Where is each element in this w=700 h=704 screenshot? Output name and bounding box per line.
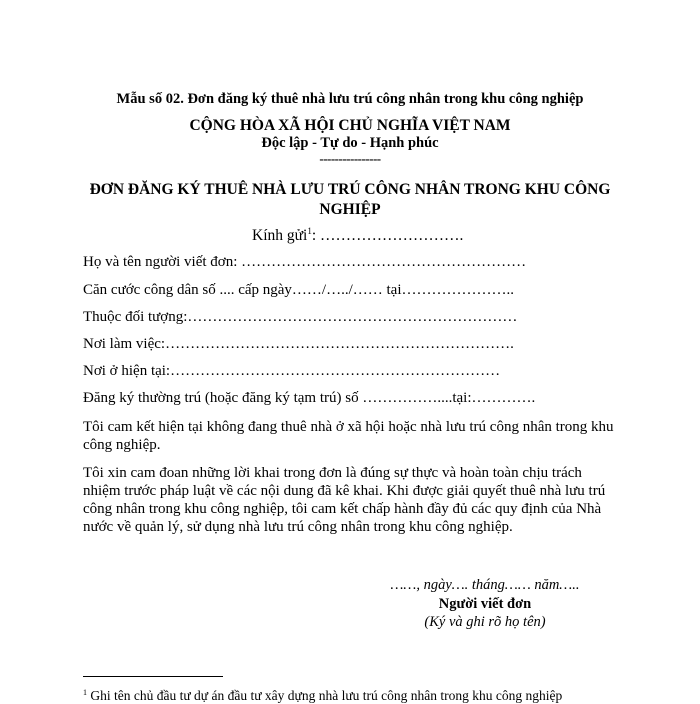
declaration-paragraph: Tôi xin cam đoan những lời khai trong đơn là đúng sự thực và hoàn toàn chịu trách nhiệm trước pháp luật về các nội dung đã kê khai. Khi được giải quyết thuê nhà lưu trú công nhân trong khu công nghiệp, tôi cam kết chấp hành đầy đủ các quy định của Nhà nước về quản lý, sử dụng nhà lưu trú công nhân trong khu công nghiệp. <box>83 465 606 535</box>
signer-title: Người viết đơn <box>438 596 532 612</box>
recipient-footnote-mark: 1 <box>307 226 312 236</box>
field-beneficiary-category: Thuộc đối tượng:………………………………………………………… <box>83 309 518 325</box>
signature-note: (Ký và ghi rõ họ tên) <box>424 614 546 630</box>
document-title-line1: ĐƠN ĐĂNG KÝ THUÊ NHÀ LƯU TRÚ CÔNG NHÂN TRONG KHU CÔNG <box>89 181 611 198</box>
field-full-name: Họ và tên người viết đơn: ………………………………………………… <box>83 254 527 270</box>
national-name: CỘNG HÒA XÃ HỘI CHỦ NGHĨA VIỆT NAM <box>189 117 511 134</box>
document-title <box>0 180 700 220</box>
recipient-value: : ………………………. <box>311 227 464 244</box>
form-title: Mẫu số 02. Đơn đăng ký thuê nhà lưu trú công nhân trong khu công nghiệp <box>116 91 584 107</box>
footnote-text: Ghi tên chủ đầu tư dự án đầu tư xây dựng nhà lưu trú công nhân trong khu công nghiệp <box>87 688 563 703</box>
recipient-line <box>252 226 463 245</box>
field-current-residence: Nơi ở hiện tại:………………………………………………………… <box>83 363 501 379</box>
recipient-label: Kính gửi <box>252 227 308 244</box>
footnote <box>83 688 562 704</box>
date-line: ……, ngày…. tháng…… năm….. <box>390 577 580 593</box>
footnote-divider <box>83 676 223 677</box>
field-citizen-id: Căn cước công dân số .... cấp ngày……/…../…… tại………………….. <box>83 282 514 298</box>
document-title-line2: NGHIỆP <box>319 201 381 218</box>
field-workplace: Nơi làm việc:……………………………………………………………. <box>83 336 514 352</box>
field-residence-registration: Đăng ký thường trú (hoặc đăng ký tạm trú) số ……………....tại:…………. <box>83 390 536 406</box>
footnote-mark: 1 <box>83 688 87 697</box>
national-motto: Độc lập - Tự do - Hạnh phúc <box>261 135 439 151</box>
commitment-paragraph: Tôi cam kết hiện tại không đang thuê nhà ở xã hội hoặc nhà lưu trú công nhân trong khu công nghiệp. <box>83 419 614 453</box>
motto-separator: ---------------- <box>319 151 381 166</box>
